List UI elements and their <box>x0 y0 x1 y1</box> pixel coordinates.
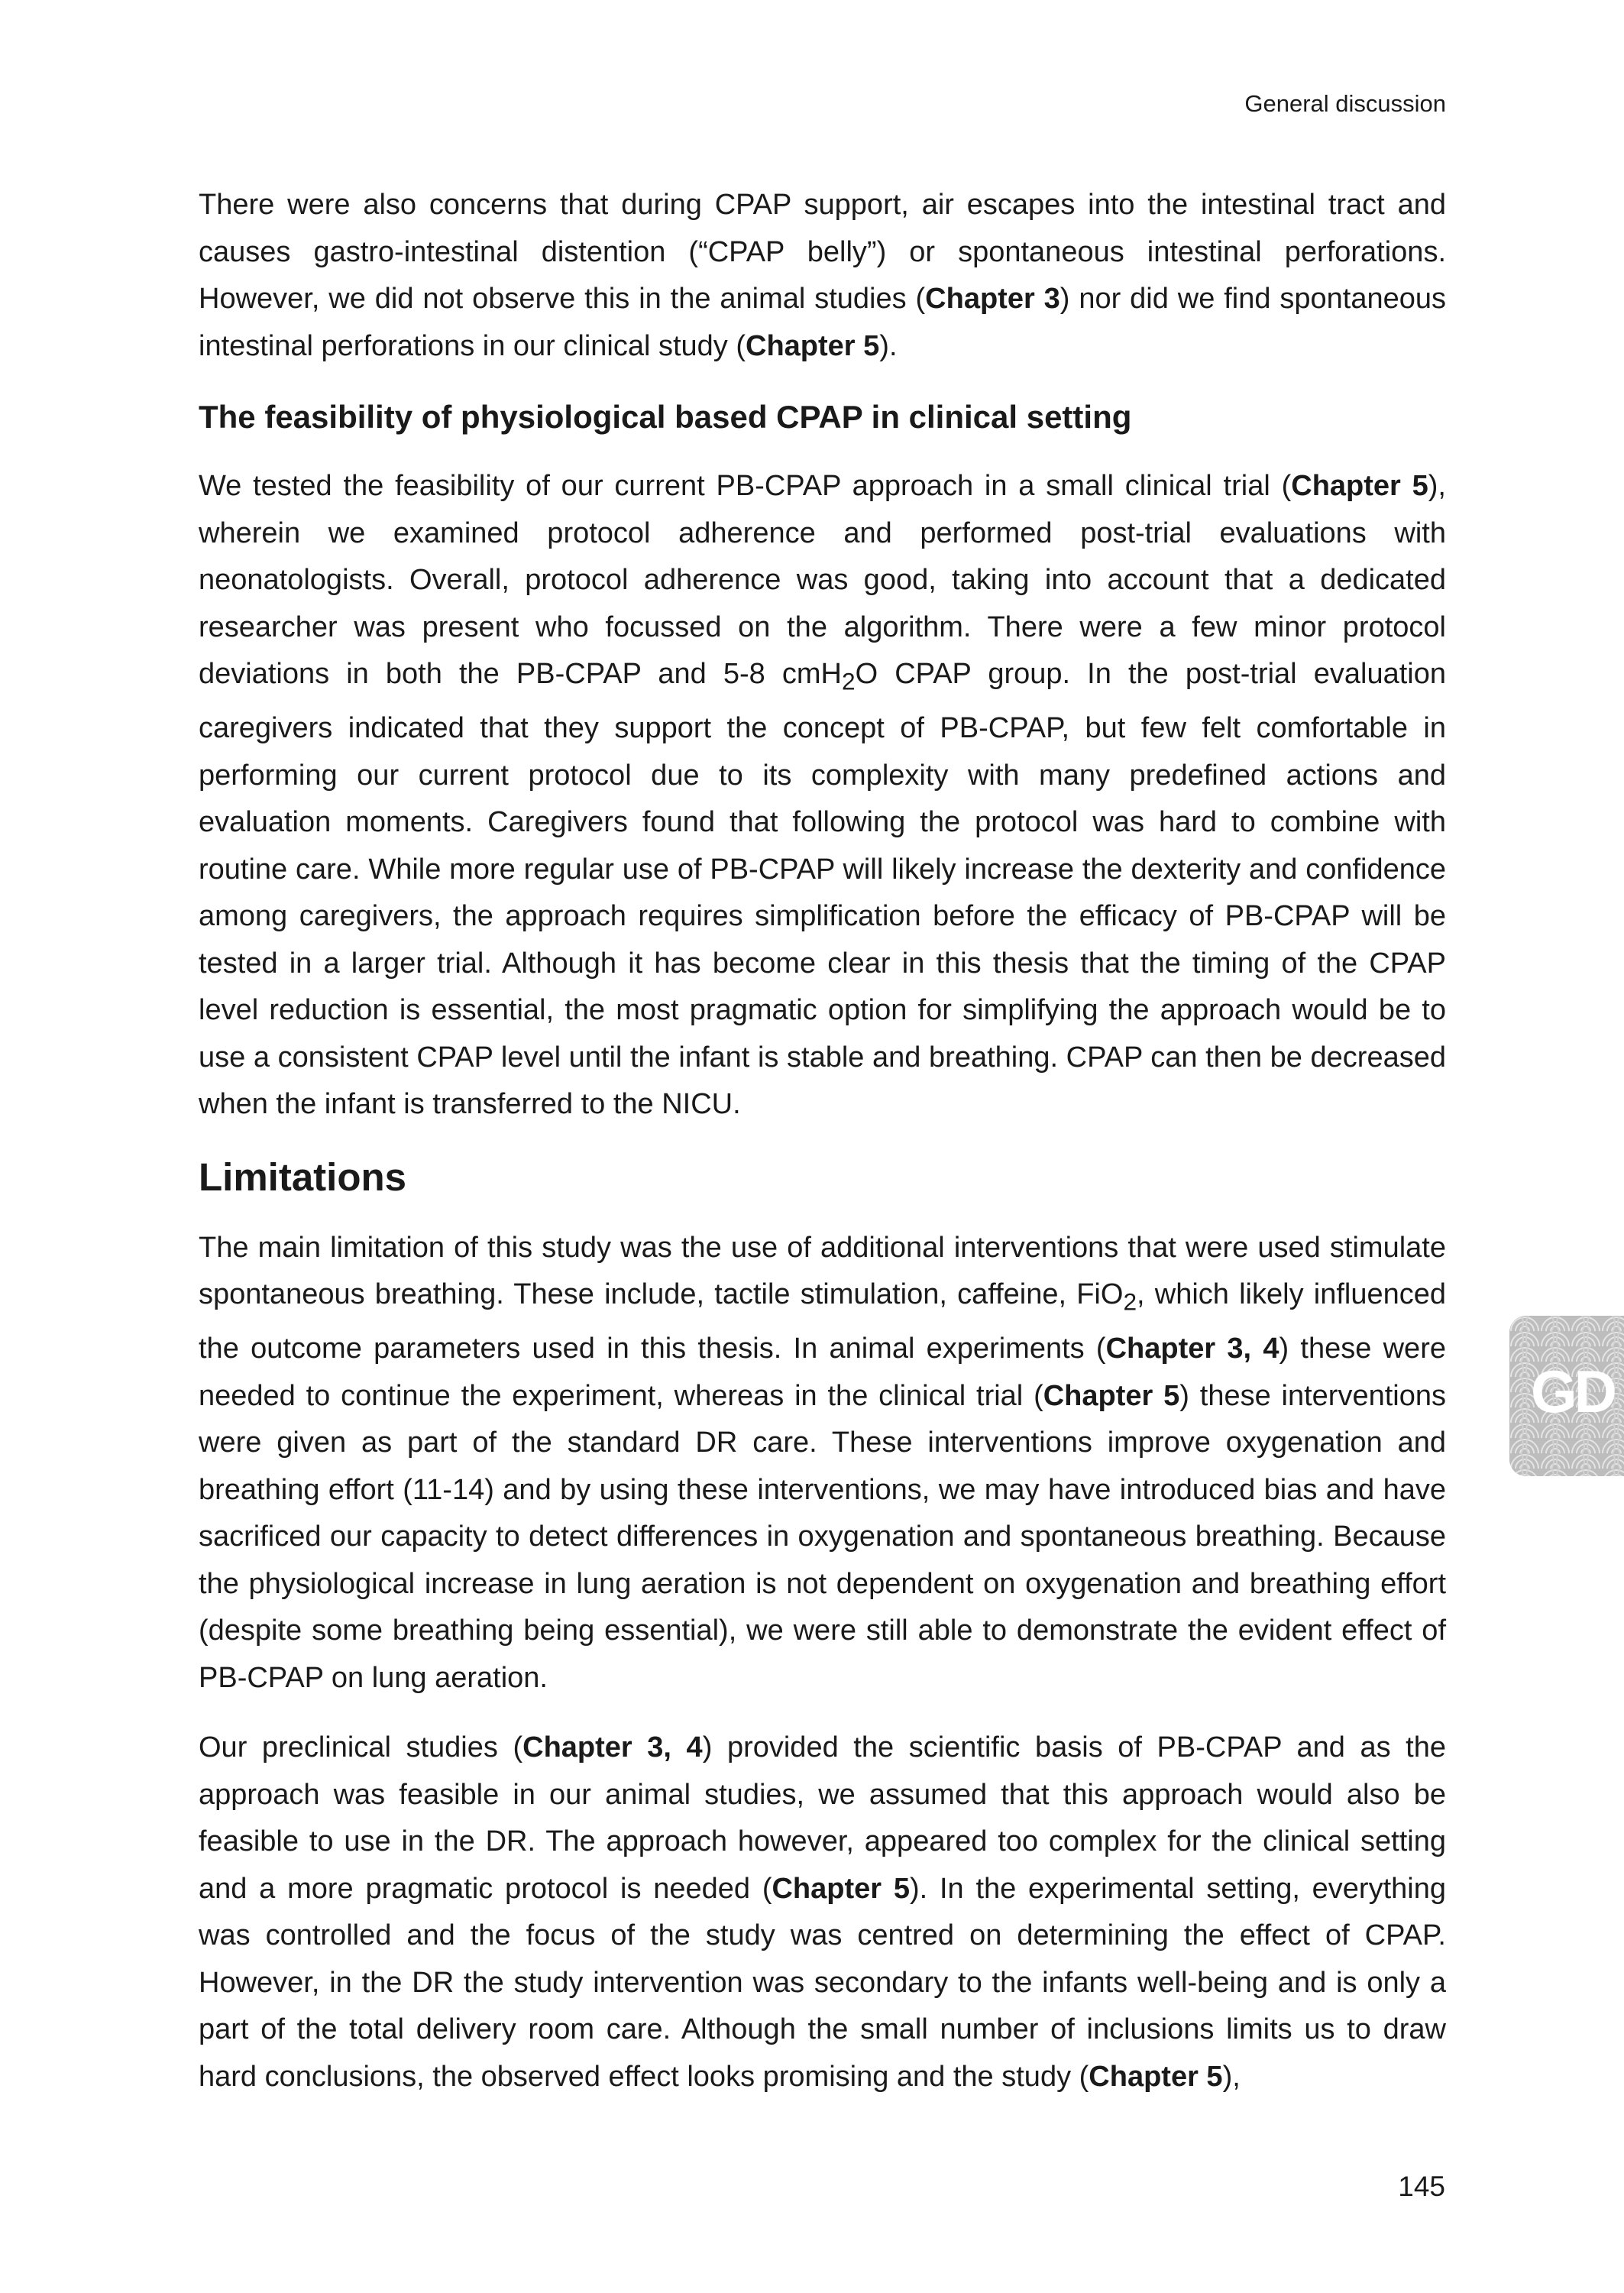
chapter-reference: Chapter 5 <box>746 329 880 362</box>
chapter-reference: Chapter 3 <box>925 283 1060 315</box>
side-tab-label: GD <box>1531 1358 1614 1425</box>
chapter-reference: Chapter 3, 4 <box>522 1731 703 1764</box>
chapter-reference: Chapter 5 <box>1043 1379 1180 1412</box>
chapter-reference: Chapter 3, 4 <box>1105 1333 1279 1365</box>
chapter-reference: Chapter 5 <box>1291 470 1428 502</box>
paragraph-feasibility: We tested the feasibility of our current PB-CPAP approach in a small clinical trial (Chapter 5), wherein we examined protocol adherence and performed post-trial evaluations with neonatologists. Overall, protocol adherence was good, taking into account that a dedicated researcher was present who focussed on the algorithm. There were a few minor protocol deviations in both the PB-CPAP and 5-8 cmH$_2$O CPAP group. In the post-trial evaluation caregivers indicated that they support the concept of PB-CPAP, but few felt comfortable in performing our current protocol due to its complexity with many predefined actions and evaluation moments. Caregivers found that following the protocol was hard to combine with routine care. While more regular use of PB-CPAP will likely increase the dexterity and confidence among caregivers, the approach requires simplification before the efficacy of PB-CPAP will be tested in a larger trial. Although it has become clear in this thesis that the timing of the CPAP level reduction is essential, the most pragmatic option for simplifying the approach would be to use a consistent CPAP level until the infant is stable and breathing. CPAP can then be decreased when the infant is transferred to the NICU. <box>199 470 1446 1121</box>
page-number: 145 <box>1398 2171 1445 2202</box>
chapter-reference: Chapter 5 <box>772 1872 910 1905</box>
section-heading-limitations: Limitations <box>199 1155 407 1199</box>
page-body <box>199 182 1446 2100</box>
running-header: General discussion <box>1244 90 1446 117</box>
chapter-reference: Chapter 5 <box>1089 2060 1223 2093</box>
paragraph-cpap-belly: There were also concerns that during CPAP support, air escapes into the intestinal tract and causes gastro-intestinal distention (“CPAP belly”) or spontaneous intestinal perforations. However, we did not observe this in the animal studies (Chapter 3) nor did we find spontaneous intestinal perforations in our clinical study (Chapter 5). <box>199 189 1447 362</box>
paragraph-limitations: The main limitation of this study was the use of additional interventions that were used stimulate spontaneous breathing. These include, tactile stimulation, caffeine, FiO$_2$, which likely influenced the outcome parameters used in this thesis. In animal experiments (Chapter 3, 4) these were needed to continue the experiment, whereas in the clinical trial (Chapter 5) these interventions were given as part of the standard DR care. These interventions improve oxygenation and breathing effort (11-14) and by using these interventions, we may have introduced bias and have sacrificed our capacity to detect differences in oxygenation and spontaneous breathing. Because the physiological increase in lung aeration is not dependent on oxygenation and breathing effort (despite some breathing being essential), we were still able to demonstrate the evident effect of PB-CPAP on lung aeration. <box>199 1231 1447 1694</box>
section-heading-feasibility: The feasibility of physiological based CPAP in clinical setting <box>199 399 1132 435</box>
chapter-side-tab <box>1509 1316 1624 1476</box>
paragraph-preclinical: Our preclinical studies (Chapter 3, 4) provided the scientific basis of PB-CPAP and as the approach was feasible in our animal studies, we assumed that this approach would also be feasible to use in the DR. The approach however, appeared too complex for the clinical setting and a more pragmatic protocol is needed (Chapter 5). In the experimental setting, everything was controlled and the focus of the study was centred on determining the effect of CPAP. However, in the DR the study intervention was secondary to the infants well-being and is only a part of the total delivery room care. Although the small number of inclusions limits us to draw hard conclusions, the observed effect looks promising and the study (Chapter 5), <box>199 1731 1446 2093</box>
